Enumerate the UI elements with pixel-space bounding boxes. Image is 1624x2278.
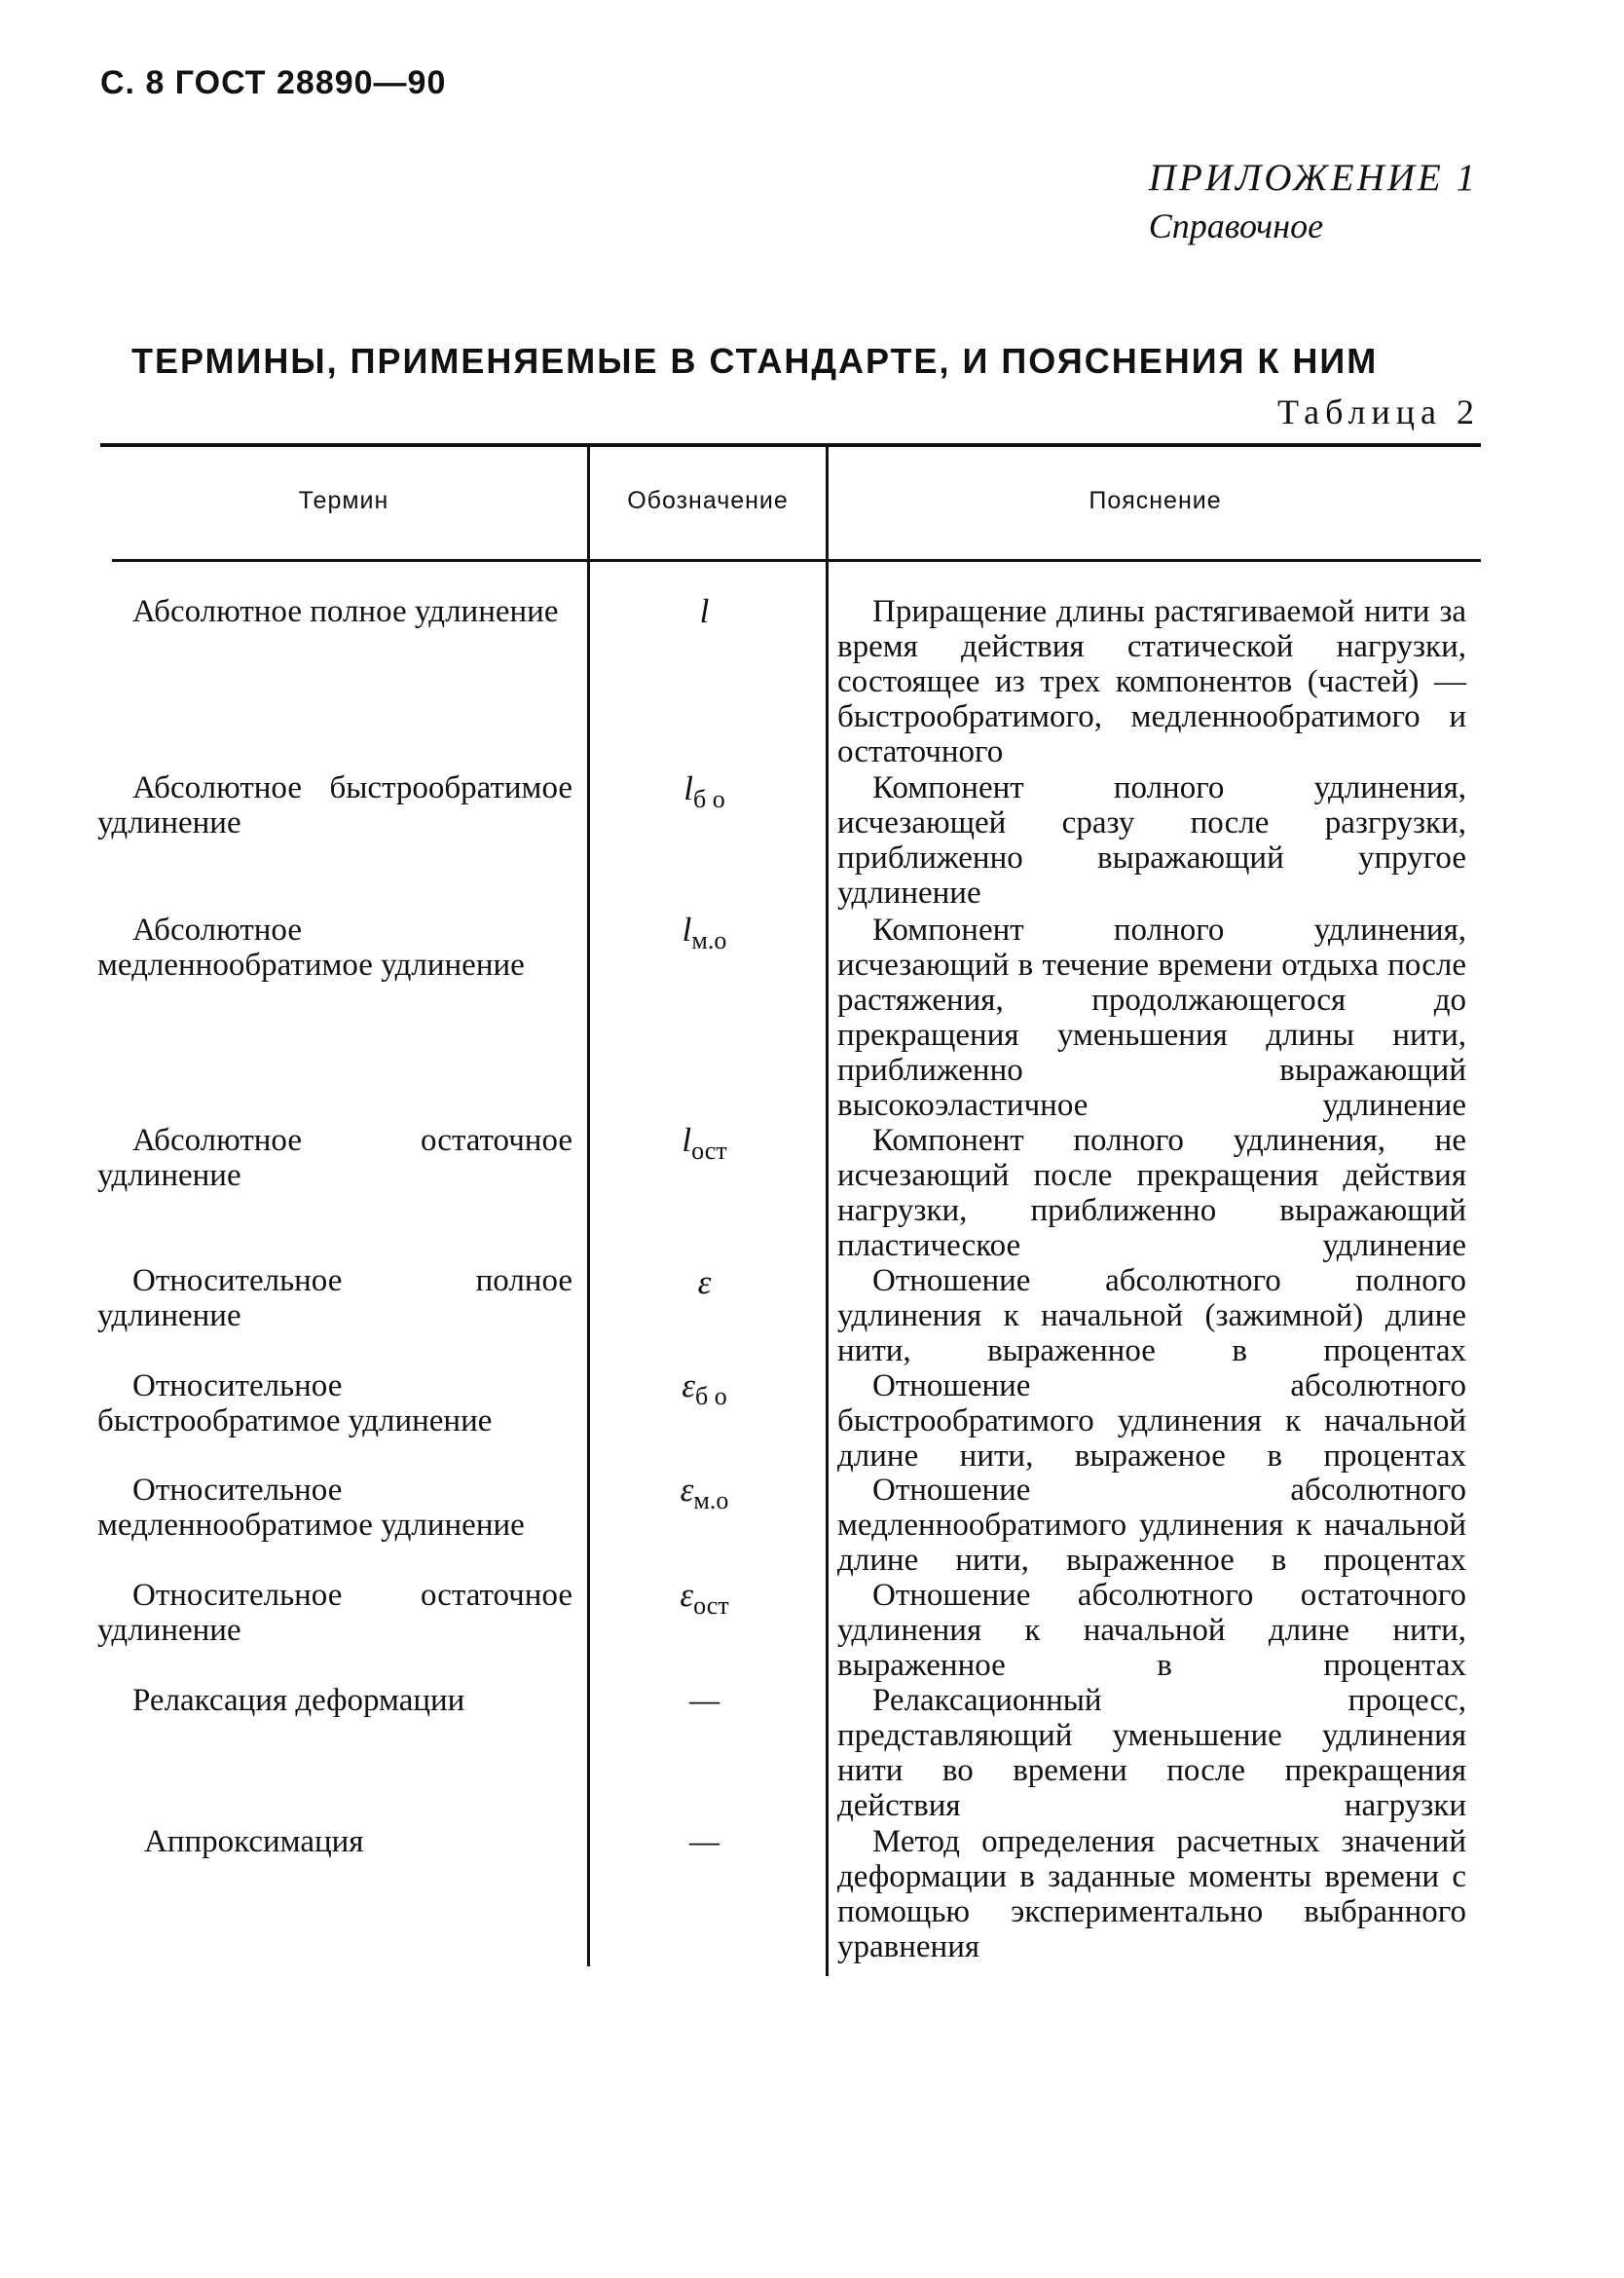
table-row-term: Относительное быстрообратимое удлинение <box>97 1368 493 1438</box>
table-row-symbol: — <box>688 1822 720 1860</box>
table-row-term: Абсолютное полное удлинение <box>132 594 559 629</box>
table-row-symbol: l <box>699 592 710 630</box>
table-row-symbol: $\varepsilon_{б о}$ <box>682 1366 727 1410</box>
table-row-explanation: Компонент полного удлинения, не исчезающий после прекращения действия нагрузки, приближенно выражающий пластическое удлинение <box>837 1123 1466 1263</box>
table-row-term: Абсолютное остаточное удлинение <box>97 1123 572 1193</box>
table-label: Таблица 2 <box>1277 392 1480 431</box>
table-row-explanation: Отношение абсолютного остаточного удлинения к начальной длине нити, выраженное в процентах <box>837 1578 1466 1683</box>
table-row-term: Абсолютное быстрообратимое удлинение <box>97 770 572 840</box>
table-header-rule <box>112 559 1481 562</box>
table-row-explanation: Приращение длины растягиваемой нити за время действия статической нагрузки, состоящее из трех компонентов (частей) — быстрообратимого, медленнообратимого и остаточного <box>837 594 1466 769</box>
page-header: С. 8 ГОСТ 28890—90 <box>100 64 447 101</box>
appendix-subtitle: Справочное <box>1148 206 1324 245</box>
table-row-term: Относительное полное удлинение <box>97 1263 572 1333</box>
table-row-symbol: ε <box>697 1263 712 1301</box>
table-top-rule <box>100 443 1481 447</box>
column-header-symbol: Обозначение <box>627 487 789 514</box>
table-row-explanation: Компонент полного удлинения, исчезающий в течение времени отдыха после растяжения, продолжающегося до прекращения уменьшения длины нити, приближенно выражающий высокоэластичное удлинение <box>837 913 1466 1123</box>
table-row-symbol: $\varepsilon_{м.о}$ <box>680 1471 729 1514</box>
table-row-symbol: — <box>688 1681 720 1719</box>
table-row-term: Относительное остаточное удлинение <box>97 1578 572 1648</box>
table-row-explanation: Отношение абсолютного медленнообратимого удлинения к начальной длине нити, выраженное в процентах <box>837 1473 1466 1578</box>
table-row-symbol: $l_{м.о}$ <box>682 911 727 954</box>
table-row-term: Абсолютное медленнообратимое удлинение <box>97 913 525 983</box>
table-row-explanation: Отношение абсолютного быстрообратимого удлинения к начальной длине нити, выраженое в процентах <box>837 1368 1466 1474</box>
table-row-symbol: $\varepsilon_{ост}$ <box>680 1576 729 1620</box>
table-row-term: Относительное медленнообратимое удлинение <box>97 1473 525 1543</box>
table-row-explanation: Релаксационный процесс, представляющий уменьшение удлинения нити во времени после прекращения действия нагрузки <box>837 1683 1466 1823</box>
document-title: ТЕРМИНЫ, ПРИМЕНЯЕМЫЕ В СТАНДАРТЕ, И ПОЯСНЕНИЯ К НИМ <box>131 341 1379 381</box>
table-row-explanation: Компонент полного удлинения, исчезающей сразу после разгрузки, приближенно выражающий упругое удлинение <box>837 770 1466 911</box>
column-header-term: Термин <box>298 487 389 514</box>
table-row-symbol: $l_{ост}$ <box>682 1121 727 1165</box>
column-divider-1 <box>587 447 590 1966</box>
table-row-term: Аппроксимация <box>144 1824 364 1859</box>
column-header-explanation: Пояснение <box>1089 487 1222 514</box>
table-row-term: Релаксация деформации <box>132 1683 465 1718</box>
column-divider-2 <box>826 447 829 1976</box>
table-row-symbol: $l_{б о}$ <box>683 769 725 813</box>
appendix-title: ПРИЛОЖЕНИЕ 1 <box>1148 157 1478 199</box>
table-row-explanation: Метод определения расчетных значений деформации в заданные моменты времени с помощью экспериментально выбранного уравнения <box>837 1824 1466 1964</box>
appendix-block <box>1149 156 1478 246</box>
table-row-explanation: Отношение абсолютного полного удлинения к начальной (зажимной) длине нити, выраженное в процентах <box>837 1263 1466 1368</box>
